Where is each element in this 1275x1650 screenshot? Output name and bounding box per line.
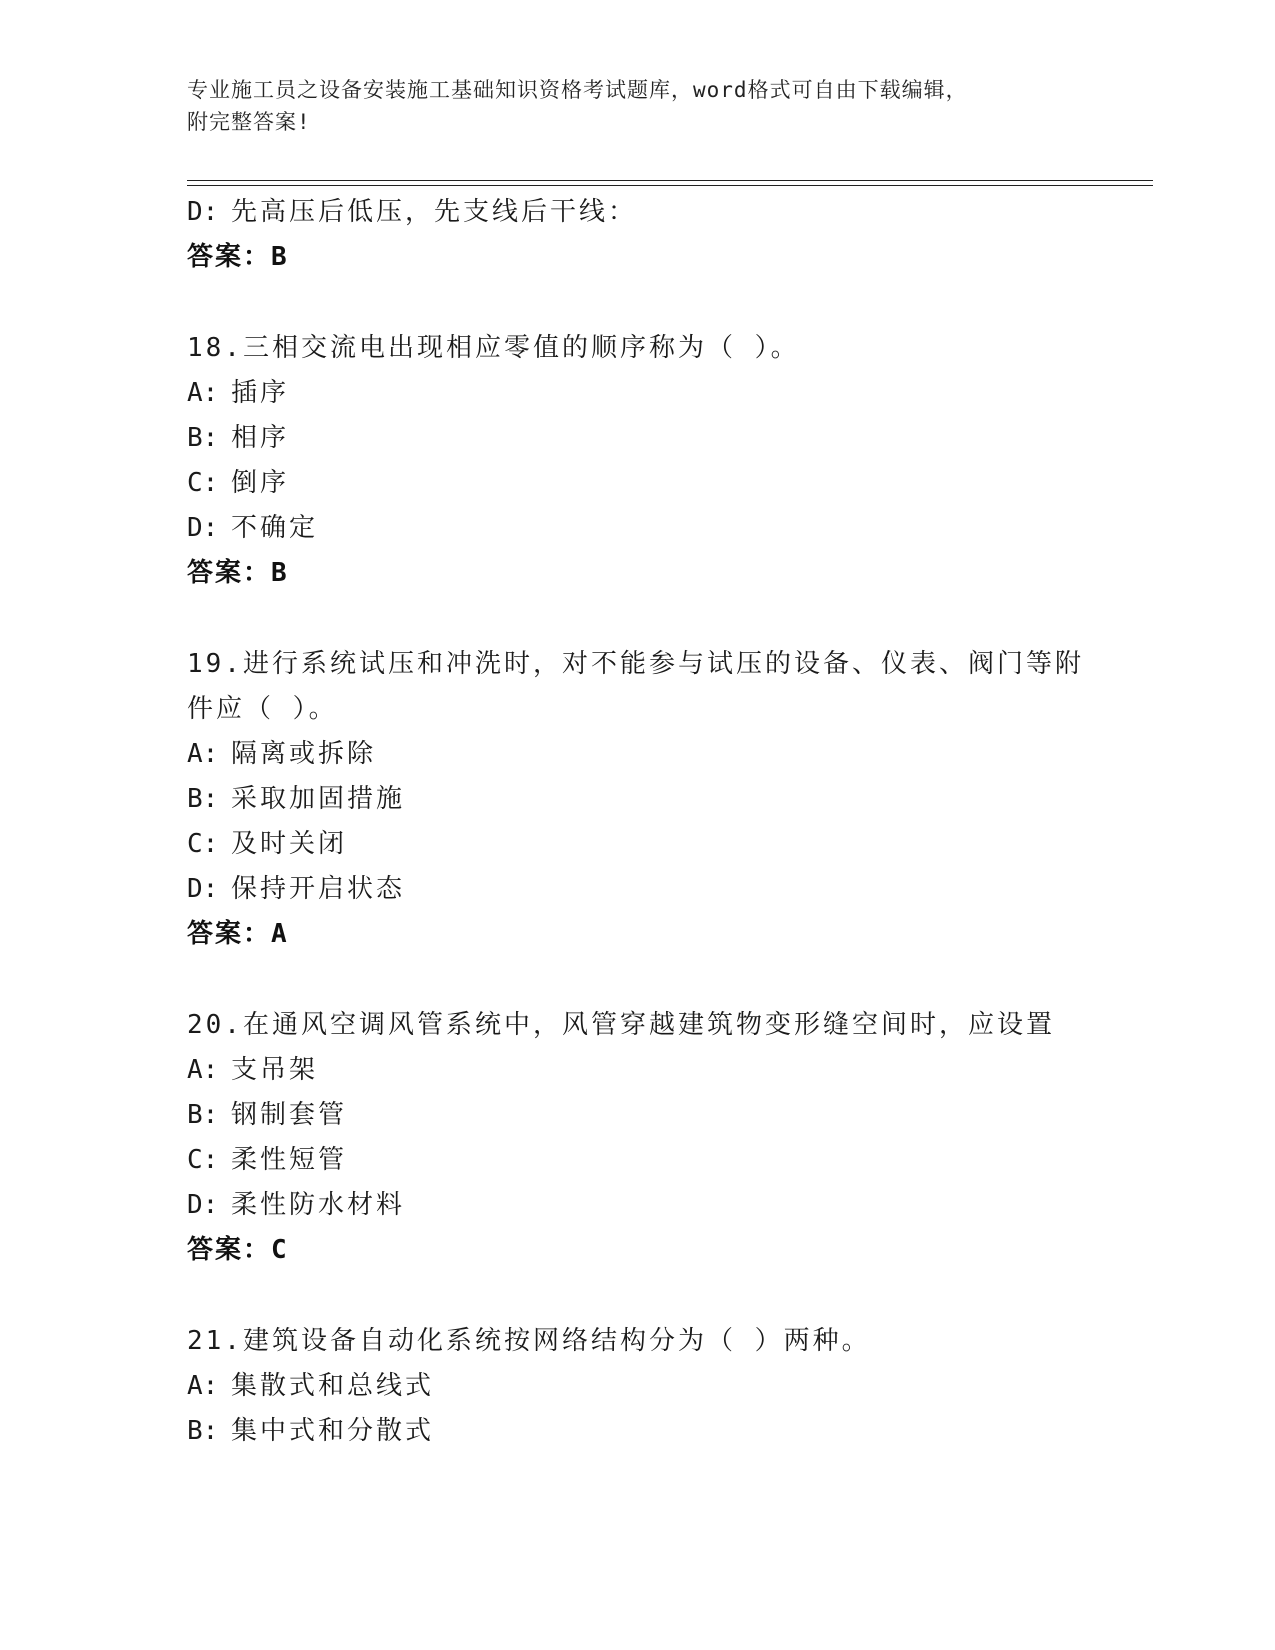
option-text: 采取加固措施 [231, 784, 406, 814]
option-b [187, 416, 1087, 461]
header-line-1: 专业施工员之设备安装施工基础知识资格考试题库，word格式可自由下载编辑， [187, 78, 968, 102]
option-d [187, 190, 1087, 235]
option-text: 隔离或拆除 [231, 739, 377, 769]
question-number: 19. [187, 649, 243, 679]
option-letter: A: [187, 378, 219, 408]
document-header [187, 74, 1067, 138]
answer-line: 答案：C [187, 1235, 289, 1265]
option-a [187, 1048, 1087, 1093]
answer-line: 答案：B [187, 558, 289, 588]
question-19-text-line-1 [187, 642, 1087, 687]
option-c [187, 1138, 1087, 1183]
option-letter: B: [187, 784, 219, 814]
option-letter: A: [187, 1371, 219, 1401]
option-text: 不确定 [231, 513, 319, 543]
option-text: 相序 [231, 423, 290, 453]
option-text: 钢制套管 [231, 1100, 348, 1130]
question-stem: 进行系统试压和冲洗时，对不能参与试压的设备、仪表、阀门等附 [242, 649, 1084, 679]
option-text: 柔性防水材料 [231, 1190, 406, 1220]
option-letter: C: [187, 468, 219, 498]
question-content [187, 190, 1087, 1454]
option-b [187, 1409, 1087, 1454]
option-d [187, 506, 1087, 551]
option-letter: D: [187, 874, 219, 904]
option-letter: B: [187, 1100, 219, 1130]
option-letter: B: [187, 423, 219, 453]
option-text: 集散式和总线式 [231, 1371, 435, 1401]
option-text: 柔性短管 [231, 1145, 348, 1175]
option-text: 及时关闭 [231, 829, 348, 859]
option-letter: A: [187, 1055, 219, 1085]
spacer [187, 1273, 1087, 1319]
question-19-text-line-2: 件应（ ）。 [187, 694, 338, 724]
option-text: 保持开启状态 [231, 874, 406, 904]
option-letter: A: [187, 739, 219, 769]
option-c [187, 461, 1087, 506]
spacer [187, 280, 1087, 326]
header-divider-top [187, 180, 1153, 181]
question-number: 21. [187, 1326, 243, 1356]
option-b [187, 1093, 1087, 1138]
option-d [187, 1183, 1087, 1228]
option-text: 倒序 [231, 468, 290, 498]
spacer [187, 957, 1087, 1003]
answer-line: 答案：B [187, 242, 289, 272]
option-b [187, 777, 1087, 822]
option-letter: D: [187, 1190, 219, 1220]
question-20-text [187, 1003, 1087, 1048]
question-number: 20. [187, 1010, 243, 1040]
option-letter: C: [187, 829, 219, 859]
option-letter: C: [187, 1145, 219, 1175]
option-letter: B: [187, 1416, 219, 1446]
header-line-2: 附完整答案! [187, 110, 311, 134]
question-stem: 建筑设备自动化系统按网络结构分为（ ）两种。 [242, 1326, 871, 1356]
spacer [187, 596, 1087, 642]
option-text: 集中式和分散式 [231, 1416, 435, 1446]
option-text: 插序 [231, 378, 290, 408]
answer-line: 答案：A [187, 919, 289, 949]
question-stem: 在通风空调风管系统中，风管穿越建筑物变形缝空间时，应设置 [242, 1010, 1055, 1040]
option-letter: D: [187, 197, 219, 227]
option-letter: D: [187, 513, 219, 543]
option-d [187, 867, 1087, 912]
option-c [187, 822, 1087, 867]
question-21-text [187, 1319, 1087, 1364]
header-divider-bottom [187, 185, 1153, 186]
question-18-text [187, 326, 1087, 371]
option-a [187, 371, 1087, 416]
option-a [187, 1364, 1087, 1409]
option-text: 支吊架 [231, 1055, 319, 1085]
option-text: 先高压后低压，先支线后干线： [231, 197, 638, 227]
question-stem: 三相交流电出现相应零值的顺序称为（ ）。 [242, 333, 800, 363]
question-number: 18. [187, 333, 243, 363]
option-a [187, 732, 1087, 777]
